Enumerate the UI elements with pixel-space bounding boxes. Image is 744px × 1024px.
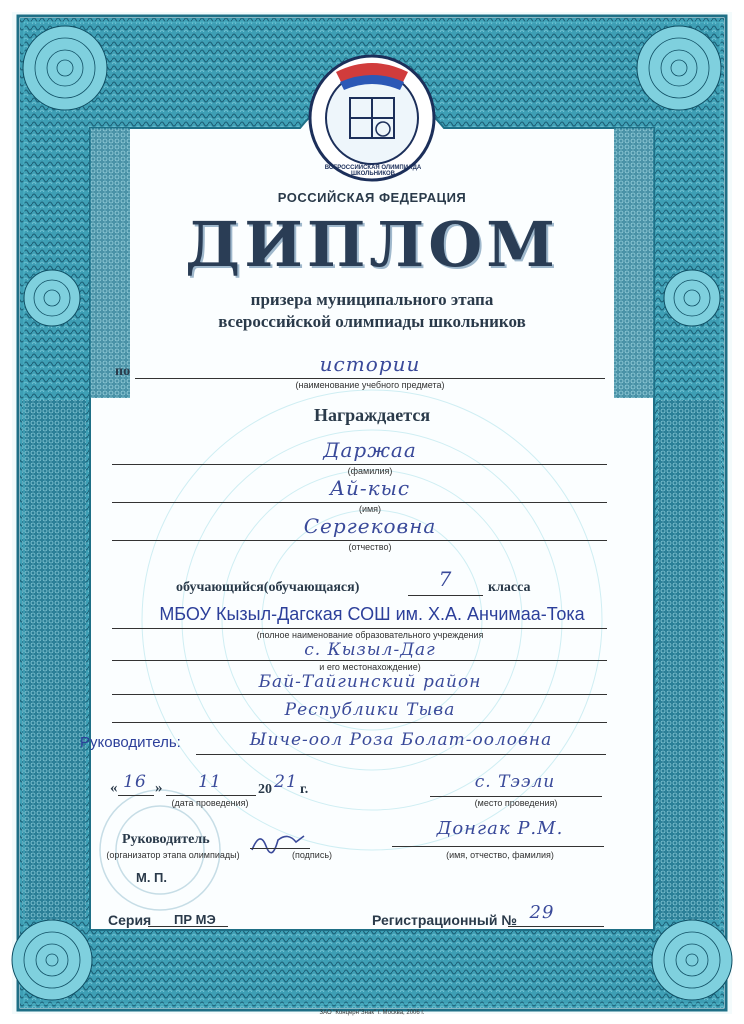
country-name: РОССИЙСКАЯ ФЕДЕРАЦИЯ (277, 190, 467, 205)
name-line (112, 502, 607, 503)
date-year-suffix: 21 (274, 772, 298, 792)
subtitle-line-2: всероссийской олимпиады школьников (218, 312, 526, 331)
document-title: ДИПЛОМ (185, 208, 559, 281)
grade-suffix: класса (488, 580, 531, 595)
school-location-3: Республики Тыва (284, 700, 456, 720)
subject-caption: (наименование учебного предмета) (295, 380, 445, 390)
school-location-2: Бай-Тайгинский район (258, 672, 482, 692)
grade-line (408, 595, 483, 596)
awarded-label: Награждается (313, 405, 431, 425)
date-open-quote: « (110, 780, 118, 796)
grade-prefix: обучающийся(обучающаяся) (176, 580, 360, 595)
signer-line (392, 846, 604, 847)
head-caption: (организатор этапа олимпиады) (106, 850, 240, 860)
school-location-1: с. Кызыл-Даг (304, 640, 436, 660)
subject-value: истории (319, 352, 421, 376)
date-year-prefix: 20 (258, 782, 272, 797)
patronymic-line (112, 540, 607, 541)
school-line (112, 628, 607, 629)
location-line-1 (112, 660, 607, 661)
location-caption: и его местонахождение) (319, 662, 421, 672)
emblem-caption: ВСЕРОССИЙСКАЯ ОЛИМПИАДА ШКОЛЬНИКОВ (324, 165, 422, 177)
place-caption: (место проведения) (474, 798, 558, 808)
school-caption: (полное наименование образовательного учреждения (256, 630, 484, 640)
printer-credit: ЗАО "Концерн"Знак" г. Москва, 2006 г. (319, 1010, 425, 1016)
location-line-3 (112, 722, 607, 723)
date-year-end: г. (300, 782, 309, 797)
signer-caption: (имя, отчество, фамилия) (446, 850, 554, 860)
date-caption: (дата проведения) (171, 798, 249, 808)
series-label: Серия (108, 912, 152, 928)
student-patronymic: Сергековна (303, 514, 437, 538)
supervisor-line (196, 754, 606, 755)
name-caption: (имя) (358, 504, 382, 514)
grade-value: 7 (438, 567, 453, 591)
patronymic-caption: (отчество) (348, 542, 392, 552)
registration-value: 29 (529, 902, 555, 923)
registration-label: Регистрационный № (372, 912, 517, 928)
signature-caption: (подпись) (291, 850, 333, 860)
surname-caption: (фамилия) (347, 466, 393, 476)
date-day: 16 (123, 772, 147, 792)
day-line (118, 795, 154, 796)
month-line (166, 795, 256, 796)
supervisor-label: Руководитель: (80, 734, 181, 751)
subtitle-line-1: призера муниципального этапа (250, 290, 494, 309)
supervisor-value: Ыичe-оол Роза Болат-ооловна (249, 730, 553, 750)
place-line (430, 796, 602, 797)
school-name: МБОУ Кызыл-Дагская СОШ им. Х.А. Анчимаа-Тока (159, 604, 585, 624)
date-month: 11 (198, 772, 222, 792)
event-place: с. Тээли (474, 772, 556, 792)
subject-prefix: по (115, 364, 131, 379)
signature-line (250, 848, 310, 849)
surname-line (112, 464, 607, 465)
signer-name: Донгак Р.М. (436, 818, 564, 839)
stamp-place-label: М. П. (136, 870, 168, 885)
student-name: Ай-кыс (329, 476, 411, 500)
head-label: Руководитель (122, 832, 210, 847)
subject-line (135, 378, 605, 379)
registration-line (508, 926, 604, 927)
series-value: ПР МЭ (174, 912, 216, 927)
date-close-quote: » (155, 780, 163, 796)
student-surname: Даржаа (323, 438, 417, 462)
location-line-2 (112, 694, 607, 695)
